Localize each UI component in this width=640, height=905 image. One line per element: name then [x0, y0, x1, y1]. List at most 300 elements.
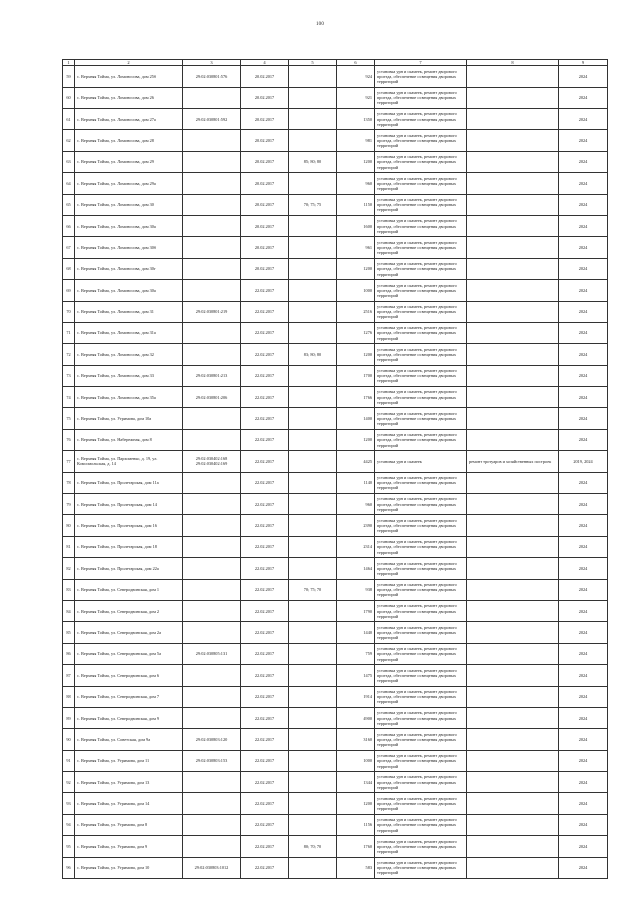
- works-cell: установка урн и скамеек, ремонт дворового проезда, обеспечение освещения дворовых территорий: [375, 365, 467, 386]
- additional-works-cell: [467, 322, 559, 343]
- year-cell: 2024: [559, 66, 608, 87]
- year-cell: 2024: [559, 408, 608, 429]
- row-number: 87: [63, 665, 75, 686]
- table-row: [63, 536, 608, 557]
- area-cell: 1344: [337, 772, 375, 793]
- table-row: [63, 558, 608, 579]
- row-number: 90: [63, 729, 75, 750]
- column-header: 1: [63, 60, 75, 66]
- area-cell: 1400: [337, 408, 375, 429]
- additional-works-cell: [467, 87, 559, 108]
- row-number: 75: [63, 408, 75, 429]
- date-cell: 22.02.2017: [241, 750, 289, 771]
- address-cell: с. Верхняя Тойма, ул. Пролетарская, дом 16: [75, 515, 183, 536]
- cadastral-number-cell: [183, 665, 241, 686]
- table-row: [63, 494, 608, 515]
- area-cell: 2516: [337, 301, 375, 322]
- date-cell: 22.02.2017: [241, 729, 289, 750]
- cadastral-number-cell: [183, 793, 241, 814]
- row-number: 79: [63, 494, 75, 515]
- area-cell: 1000: [337, 280, 375, 301]
- table-row: [63, 66, 608, 87]
- values-cell: [289, 686, 337, 707]
- row-number: 72: [63, 344, 75, 365]
- cadastral-number-cell: 29:02:030801:592: [183, 108, 241, 129]
- table-row: [63, 130, 608, 151]
- address-cell: с. Верхняя Тойма, ул. Ломоносова, дом 35а: [75, 387, 183, 408]
- area-cell: 1200: [337, 793, 375, 814]
- works-cell: установка урн и скамеек, ремонт дворового проезда, обеспечение освещения дворовых территорий: [375, 130, 467, 151]
- values-cell: 85; 80; 80: [289, 151, 337, 172]
- cadastral-number-cell: [183, 151, 241, 172]
- works-cell: установка урн и скамеек, ремонт дворового проезда, обеспечение освещения дворовых территорий: [375, 429, 467, 450]
- values-cell: 70; 75; 70: [289, 579, 337, 600]
- date-cell: 22.02.2017: [241, 643, 289, 664]
- works-cell: установка урн и скамеек, ремонт дворового проезда, обеспечение освещения дворовых территорий: [375, 793, 467, 814]
- row-number: 76: [63, 429, 75, 450]
- works-cell: установка урн и скамеек, ремонт дворового проезда, обеспечение освещения дворовых территорий: [375, 622, 467, 643]
- address-cell: с. Верхняя Тойма, ул. Ломоносова, дом 30г: [75, 258, 183, 279]
- cadastral-number-cell: 29:02:030801:576: [183, 66, 241, 87]
- cadastral-number-cell: 29:02:030801:213: [183, 365, 241, 386]
- values-cell: [289, 215, 337, 236]
- year-cell: 2024: [559, 558, 608, 579]
- cadastral-number-cell: [183, 814, 241, 835]
- date-cell: 22.02.2017: [241, 387, 289, 408]
- address-cell: с. Верхняя Тойма, ул. Ломоносова, дом 26: [75, 87, 183, 108]
- year-cell: 2024: [559, 707, 608, 728]
- works-cell: установка урн и скамеек, ремонт дворового проезда, обеспечение освещения дворовых территорий: [375, 857, 467, 878]
- address-cell: с. Верхняя Тойма, ул. Северодвинская, дом 1: [75, 579, 183, 600]
- works-cell: установка урн и скамеек, ремонт дворового проезда, обеспечение освещения дворовых территорий: [375, 344, 467, 365]
- row-number: 62: [63, 130, 75, 151]
- page-number: 100: [315, 22, 325, 27]
- values-cell: [289, 387, 337, 408]
- cadastral-number-cell: 29:02:030803:120: [183, 729, 241, 750]
- address-cell: с. Верхняя Тойма, ул. Северодвинская, дом 6: [75, 665, 183, 686]
- year-cell: 2024: [559, 622, 608, 643]
- date-cell: 22.02.2017: [241, 793, 289, 814]
- cadastral-number-cell: [183, 772, 241, 793]
- row-number: 94: [63, 814, 75, 835]
- date-cell: 22.02.2017: [241, 344, 289, 365]
- year-cell: 2024: [559, 536, 608, 557]
- table-row: [63, 87, 608, 108]
- additional-works-cell: [467, 258, 559, 279]
- values-cell: 70; 75; 75: [289, 194, 337, 215]
- column-header: 7: [375, 60, 467, 66]
- date-cell: 20.02.2017: [241, 151, 289, 172]
- address-cell: с. Верхняя Тойма, ул. Ломоносова, дом 33: [75, 365, 183, 386]
- year-cell: 2024: [559, 151, 608, 172]
- works-cell: установка урн и скамеек, ремонт дворового проезда, обеспечение освещения дворовых территорий: [375, 237, 467, 258]
- additional-works-cell: [467, 536, 559, 557]
- works-cell: установка урн и скамеек, ремонт дворового проезда, обеспечение освещения дворовых территорий: [375, 814, 467, 835]
- year-cell: 2024: [559, 579, 608, 600]
- table-row: [63, 194, 608, 215]
- date-cell: 22.02.2017: [241, 707, 289, 728]
- date-cell: 22.02.2017: [241, 558, 289, 579]
- values-cell: 83; 80; 80: [289, 344, 337, 365]
- row-number: 95: [63, 836, 75, 857]
- area-cell: 1200: [337, 344, 375, 365]
- row-number: 80: [63, 515, 75, 536]
- area-cell: 1200: [337, 151, 375, 172]
- cadastral-number-cell: [183, 258, 241, 279]
- works-cell: установка урн и скамеек, ремонт дворового проезда, обеспечение освещения дворовых территорий: [375, 215, 467, 236]
- date-cell: 22.02.2017: [241, 301, 289, 322]
- additional-works-cell: [467, 344, 559, 365]
- area-cell: 1150: [337, 194, 375, 215]
- cadastral-number-cell: [183, 836, 241, 857]
- address-cell: с. Верхняя Тойма, ул. Угримова, дом 14: [75, 793, 183, 814]
- values-cell: [289, 665, 337, 686]
- table-body: [63, 66, 608, 879]
- values-cell: [289, 87, 337, 108]
- works-cell: установка урн и скамеек, ремонт дворового проезда, обеспечение освещения дворовых территорий: [375, 600, 467, 621]
- date-cell: 22.02.2017: [241, 494, 289, 515]
- cadastral-number-cell: [183, 579, 241, 600]
- date-cell: 22.02.2017: [241, 408, 289, 429]
- additional-works-cell: [467, 772, 559, 793]
- additional-works-cell: [467, 66, 559, 87]
- year-cell: 2024: [559, 301, 608, 322]
- area-cell: 4425: [337, 451, 375, 472]
- table-row: [63, 814, 608, 835]
- values-cell: [289, 66, 337, 87]
- area-cell: 960: [337, 173, 375, 194]
- table-row: [63, 772, 608, 793]
- year-cell: 2024: [559, 365, 608, 386]
- year-cell: 2024: [559, 194, 608, 215]
- year-cell: 2024: [559, 472, 608, 493]
- additional-works-cell: [467, 665, 559, 686]
- values-cell: [289, 622, 337, 643]
- address-cell: с. Верхняя Тойма, ул. Ломоносова, дом 29: [75, 151, 183, 172]
- works-cell: установка урн и скамеек, ремонт дворового проезда, обеспечение освещения дворовых территорий: [375, 750, 467, 771]
- cadastral-number-cell: 29:02:030801:219: [183, 301, 241, 322]
- address-cell: с. Верхняя Тойма, ул. Ломоносова, дом 31а: [75, 322, 183, 343]
- address-cell: с. Верхняя Тойма, ул. Северодвинская, дом 2а: [75, 622, 183, 643]
- cadastral-number-cell: 29:02:030801:206: [183, 387, 241, 408]
- additional-works-cell: [467, 686, 559, 707]
- cadastral-number-cell: [183, 280, 241, 301]
- additional-works-cell: [467, 130, 559, 151]
- address-cell: с. Верхняя Тойма, ул. Северодвинская, дом 9: [75, 707, 183, 728]
- row-number: 63: [63, 151, 75, 172]
- year-cell: 2024: [559, 836, 608, 857]
- year-cell: 2024: [559, 108, 608, 129]
- address-cell: с. Верхняя Тойма, ул. Угримова, дом 11: [75, 750, 183, 771]
- works-cell: установка урн и скамеек, ремонт дворового проезда, обеспечение освещения дворовых территорий: [375, 387, 467, 408]
- row-number: 88: [63, 686, 75, 707]
- additional-works-cell: [467, 387, 559, 408]
- year-cell: 2024: [559, 772, 608, 793]
- values-cell: [289, 814, 337, 835]
- row-number: 91: [63, 750, 75, 771]
- table-row: [63, 793, 608, 814]
- additional-works-cell: [467, 707, 559, 728]
- area-cell: 4900: [337, 707, 375, 728]
- row-number: 73: [63, 365, 75, 386]
- row-number: 77: [63, 451, 75, 472]
- date-cell: 22.02.2017: [241, 814, 289, 835]
- area-cell: 1464: [337, 558, 375, 579]
- column-header: 2: [75, 60, 183, 66]
- table-row: [63, 750, 608, 771]
- works-cell: установка урн и скамеек, ремонт дворового проезда, обеспечение освещения дворовых территорий: [375, 772, 467, 793]
- row-number: 61: [63, 108, 75, 129]
- area-cell: 924: [337, 66, 375, 87]
- values-cell: [289, 451, 337, 472]
- year-cell: 2024: [559, 793, 608, 814]
- address-cell: с. Верхняя Тойма, ул. Угримова, дом 13: [75, 772, 183, 793]
- works-cell: установка урн и скамеек, ремонт дворового проезда, обеспечение освещения дворовых территорий: [375, 66, 467, 87]
- address-cell: с. Верхняя Тойма, ул. Пролетарская, дом 11а: [75, 472, 183, 493]
- values-cell: [289, 408, 337, 429]
- year-cell: 2024: [559, 344, 608, 365]
- table-row: [63, 151, 608, 172]
- additional-works-cell: [467, 558, 559, 579]
- date-cell: 22.02.2017: [241, 280, 289, 301]
- address-cell: с. Верхняя Тойма, ул. Ломоносова, дом 25б: [75, 66, 183, 87]
- area-cell: 981: [337, 130, 375, 151]
- address-cell: с. Верхняя Тойма, ул. Ломоносова, дом 28: [75, 130, 183, 151]
- table-row: [63, 429, 608, 450]
- row-number: 83: [63, 579, 75, 600]
- area-cell: 1140: [337, 472, 375, 493]
- year-cell: 2024: [559, 429, 608, 450]
- table-row: [63, 108, 608, 129]
- cadastral-number-cell: [183, 622, 241, 643]
- year-cell: 2024: [559, 857, 608, 878]
- row-number: 92: [63, 772, 75, 793]
- values-cell: [289, 536, 337, 557]
- address-cell: с. Верхняя Тойма, ул. Ломоносова, дом 29а: [75, 173, 183, 194]
- address-cell: с. Верхняя Тойма, ул. Северодвинская, дом 2: [75, 600, 183, 621]
- values-cell: [289, 237, 337, 258]
- date-cell: 22.02.2017: [241, 451, 289, 472]
- date-cell: 22.02.2017: [241, 772, 289, 793]
- works-cell: установка урн и скамеек, ремонт дворового проезда, обеспечение освещения дворовых территорий: [375, 686, 467, 707]
- address-cell: с. Верхняя Тойма, ул. Ломоносова, дом 31: [75, 301, 183, 322]
- year-cell: 2024: [559, 814, 608, 835]
- works-cell: установка урн и скамеек, ремонт дворового проезда, обеспечение освещения дворовых территорий: [375, 108, 467, 129]
- table-row: [63, 515, 608, 536]
- area-cell: 1700: [337, 365, 375, 386]
- date-cell: 22.02.2017: [241, 429, 289, 450]
- address-cell: с. Верхняя Тойма, ул. Северодвинская, дом 7: [75, 686, 183, 707]
- table-row: [63, 579, 608, 600]
- works-cell: установка урн и скамеек, ремонт дворового проезда, обеспечение освещения дворовых территорий: [375, 151, 467, 172]
- works-cell: установка урн и скамеек, ремонт дворового проезда, обеспечение освещения дворовых территорий: [375, 87, 467, 108]
- works-cell: установка урн и скамеек, ремонт дворового проезда, обеспечение освещения дворовых территорий: [375, 408, 467, 429]
- area-cell: 1156: [337, 814, 375, 835]
- values-cell: [289, 429, 337, 450]
- row-number: 66: [63, 215, 75, 236]
- cadastral-number-cell: [183, 494, 241, 515]
- table-row: [63, 237, 608, 258]
- cadastral-number-cell: 29:02:030402:168 29:02:030402:169: [183, 451, 241, 472]
- table-row: [63, 344, 608, 365]
- column-header: 4: [241, 60, 289, 66]
- column-header: 3: [183, 60, 241, 66]
- address-cell: с. Верхняя Тойма, ул. Пархоменко, д. 19, ул. Комсомольская, д. 14: [75, 451, 183, 472]
- address-cell: с. Верхняя Тойма, ул. Угримова, дом 10а: [75, 408, 183, 429]
- cadastral-number-cell: [183, 515, 241, 536]
- works-cell: установка урн и скамеек, ремонт дворового проезда, обеспечение освещения дворовых территорий: [375, 836, 467, 857]
- works-cell: установка урн и скамеек, ремонт дворового проезда, обеспечение освещения дворовых территорий: [375, 536, 467, 557]
- additional-works-cell: [467, 151, 559, 172]
- area-cell: 1760: [337, 836, 375, 857]
- values-cell: [289, 750, 337, 771]
- table-row: [63, 258, 608, 279]
- row-number: 68: [63, 258, 75, 279]
- row-number: 81: [63, 536, 75, 557]
- date-cell: 22.02.2017: [241, 365, 289, 386]
- address-cell: с. Верхняя Тойма, ул. Угримова, дом 8: [75, 814, 183, 835]
- works-cell: установка урн и скамеек, ремонт дворового проезда, обеспечение освещения дворовых территорий: [375, 173, 467, 194]
- table-row: [63, 857, 608, 878]
- values-cell: [289, 515, 337, 536]
- area-cell: 961: [337, 237, 375, 258]
- cadastral-number-cell: [183, 215, 241, 236]
- works-cell: установка урн и скамеек, ремонт дворового проезда, обеспечение освещения дворовых территорий: [375, 194, 467, 215]
- values-cell: [289, 558, 337, 579]
- area-cell: 921: [337, 87, 375, 108]
- additional-works-cell: [467, 643, 559, 664]
- area-cell: 1914: [337, 686, 375, 707]
- address-cell: с. Верхняя Тойма, ул. Набережная, дом 8: [75, 429, 183, 450]
- cadastral-number-cell: [183, 173, 241, 194]
- year-cell: 2024: [559, 665, 608, 686]
- row-number: 64: [63, 173, 75, 194]
- row-number: 65: [63, 194, 75, 215]
- row-number: 84: [63, 600, 75, 621]
- works-cell: установка урн и скамеек, ремонт дворового проезда, обеспечение освещения дворовых территорий: [375, 280, 467, 301]
- additional-works-cell: [467, 173, 559, 194]
- address-cell: с. Верхняя Тойма, ул. Пролетарская, дом 22а: [75, 558, 183, 579]
- values-cell: [289, 258, 337, 279]
- values-cell: [289, 130, 337, 151]
- table-row: [63, 301, 608, 322]
- row-number: 60: [63, 87, 75, 108]
- year-cell: 2019, 2024: [559, 451, 608, 472]
- cadastral-number-cell: [183, 344, 241, 365]
- works-cell: установка урн и скамеек, ремонт дворового проезда, обеспечение освещения дворовых территорий: [375, 665, 467, 686]
- values-cell: [289, 173, 337, 194]
- works-cell: установка урн и скамеек, ремонт дворового проезда, обеспечение освещения дворовых территорий: [375, 643, 467, 664]
- area-cell: 3160: [337, 729, 375, 750]
- additional-works-cell: [467, 793, 559, 814]
- values-cell: [289, 643, 337, 664]
- date-cell: 20.02.2017: [241, 215, 289, 236]
- year-cell: 2024: [559, 600, 608, 621]
- date-cell: 22.02.2017: [241, 600, 289, 621]
- additional-works-cell: [467, 600, 559, 621]
- cadastral-number-cell: [183, 707, 241, 728]
- values-cell: [289, 108, 337, 129]
- additional-works-cell: ремонт тротуаров и хозяйственных построек: [467, 451, 559, 472]
- additional-works-cell: [467, 301, 559, 322]
- address-cell: с. Верхняя Тойма, ул. Угримова, дом 9: [75, 836, 183, 857]
- additional-works-cell: [467, 579, 559, 600]
- address-cell: с. Верхняя Тойма, ул. Ломоносова, дом 30: [75, 194, 183, 215]
- address-cell: с. Верхняя Тойма, ул. Пролетарская, дом 14: [75, 494, 183, 515]
- works-cell: установка урн и скамеек, ремонт дворового проезда, обеспечение освещения дворовых территорий: [375, 729, 467, 750]
- additional-works-cell: [467, 494, 559, 515]
- additional-works-cell: [467, 280, 559, 301]
- area-cell: 938: [337, 579, 375, 600]
- cadastral-number-cell: 29:02:030803:1012: [183, 857, 241, 878]
- works-cell: установка урн и скамеек, ремонт дворового проезда, обеспечение освещения дворовых территорий: [375, 558, 467, 579]
- address-cell: с. Верхняя Тойма, ул. Ломоносова, дом 30б: [75, 237, 183, 258]
- table-row: [63, 707, 608, 728]
- additional-works-cell: [467, 408, 559, 429]
- cadastral-number-cell: [183, 686, 241, 707]
- area-cell: 1350: [337, 108, 375, 129]
- date-cell: 22.02.2017: [241, 686, 289, 707]
- values-cell: [289, 280, 337, 301]
- additional-works-cell: [467, 194, 559, 215]
- values-cell: [289, 301, 337, 322]
- row-number: 74: [63, 387, 75, 408]
- additional-works-cell: [467, 515, 559, 536]
- works-cell: установка урн и скамеек: [375, 451, 467, 472]
- additional-works-cell: [467, 108, 559, 129]
- date-cell: 22.02.2017: [241, 579, 289, 600]
- address-cell: с. Верхняя Тойма, ул. Угримова, дом 10: [75, 857, 183, 878]
- column-header: 8: [467, 60, 559, 66]
- table-row: [63, 836, 608, 857]
- address-cell: с. Верхняя Тойма, ул. Ломоносова, дом 32: [75, 344, 183, 365]
- year-cell: 2024: [559, 515, 608, 536]
- row-number: 82: [63, 558, 75, 579]
- year-cell: 2024: [559, 643, 608, 664]
- values-cell: [289, 857, 337, 878]
- values-cell: [289, 772, 337, 793]
- date-cell: 22.02.2017: [241, 622, 289, 643]
- table-row: [63, 408, 608, 429]
- row-number: 70: [63, 301, 75, 322]
- area-cell: 1000: [337, 750, 375, 771]
- table-row: [63, 322, 608, 343]
- row-number: 69: [63, 280, 75, 301]
- area-cell: 1790: [337, 600, 375, 621]
- additional-works-cell: [467, 215, 559, 236]
- works-cell: установка урн и скамеек, ремонт дворового проезда, обеспечение освещения дворовых территорий: [375, 301, 467, 322]
- additional-works-cell: [467, 857, 559, 878]
- year-cell: 2024: [559, 215, 608, 236]
- table-row: [63, 472, 608, 493]
- area-cell: 960: [337, 494, 375, 515]
- address-cell: с. Верхняя Тойма, ул. Ломоносова, дом 30а: [75, 215, 183, 236]
- additional-works-cell: [467, 472, 559, 493]
- year-cell: 2024: [559, 750, 608, 771]
- additional-works-cell: [467, 365, 559, 386]
- date-cell: 22.02.2017: [241, 665, 289, 686]
- address-cell: с. Верхняя Тойма, ул. Советская, дом 9а: [75, 729, 183, 750]
- cadastral-number-cell: [183, 194, 241, 215]
- table-row: [63, 365, 608, 386]
- works-cell: установка урн и скамеек, ремонт дворового проезда, обеспечение освещения дворовых территорий: [375, 258, 467, 279]
- year-cell: 2024: [559, 686, 608, 707]
- values-cell: [289, 472, 337, 493]
- cadastral-number-cell: 29:02:030805:131: [183, 643, 241, 664]
- cadastral-number-cell: [183, 87, 241, 108]
- row-number: 96: [63, 857, 75, 878]
- cadastral-number-cell: [183, 536, 241, 557]
